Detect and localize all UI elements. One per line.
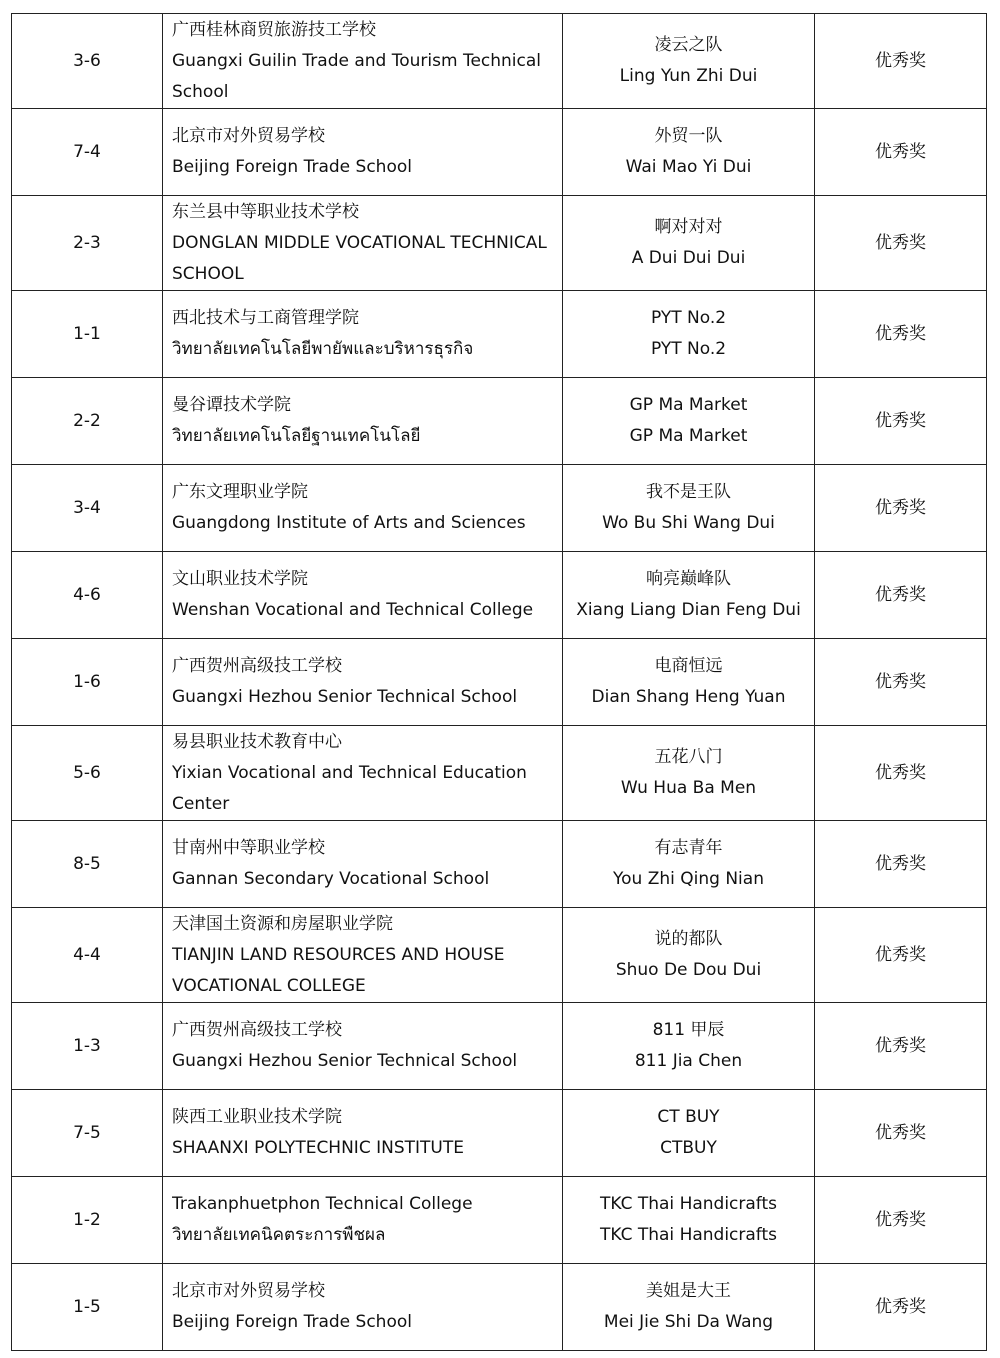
table-row (12, 465, 987, 552)
team-name-cn: 美姐是大王 (646, 1281, 731, 1301)
award-label: 优秀奖 (875, 1209, 926, 1230)
school-name-th: วิทยาลัยเทคโนโลยีพายัพและบริหารธุรกิจ (172, 339, 474, 359)
school-name-en: Yixian Vocational and Technical Education (172, 762, 527, 783)
table-row (12, 1090, 987, 1177)
team-cell (563, 291, 815, 378)
table-body (12, 14, 987, 1351)
award-cell (815, 1264, 987, 1351)
award-label: 优秀奖 (875, 671, 926, 692)
award-label: 优秀奖 (875, 410, 926, 431)
school-name-cn: 曼谷谭技术学院 (172, 395, 291, 415)
award-results-table (11, 13, 987, 1351)
team-cell (563, 14, 815, 109)
award-cell (815, 291, 987, 378)
team-number: 3-4 (73, 497, 101, 518)
team-name-cn: PYT No.2 (650, 308, 727, 328)
team-name-cn: TKC Thai Handicrafts (599, 1194, 778, 1214)
school-cell (163, 14, 563, 109)
team-name-en: A Dui Dui Dui (631, 248, 746, 268)
award-cell (815, 14, 987, 109)
team-name-en: TKC Thai Handicrafts (599, 1225, 778, 1245)
team-cell (563, 465, 815, 552)
team-number: 7-4 (73, 141, 101, 162)
school-cell (163, 291, 563, 378)
school-name-cn: 天津国土资源和房屋职业学院 (172, 913, 393, 934)
award-cell (815, 109, 987, 196)
school-name-en: Guangxi Hezhou Senior Technical School (172, 687, 518, 707)
team-name-cn: GP Ma Market (629, 395, 748, 415)
team-name-en: Ling Yun Zhi Dui (619, 66, 758, 86)
team-name-cn: 我不是王队 (646, 482, 731, 502)
school-name-en: DONGLAN MIDDLE VOCATIONAL TECHNICAL (172, 232, 547, 253)
team-number-cell (12, 378, 163, 465)
team-cell (563, 908, 815, 1003)
team-cell (563, 1264, 815, 1351)
award-cell (815, 1177, 987, 1264)
team-name-en: You Zhi Qing Nian (613, 869, 764, 889)
school-name-en: Beijing Foreign Trade School (172, 157, 412, 177)
team-number-cell (12, 1264, 163, 1351)
team-name-en: PYT No.2 (650, 339, 727, 359)
table-row (12, 1003, 987, 1090)
award-label: 优秀奖 (875, 1035, 926, 1056)
school-name-cn: 易县职业技术教育中心 (172, 731, 342, 752)
award-cell (815, 1090, 987, 1177)
school-name-cn: 甘南州中等职业学校 (172, 838, 325, 858)
school-cell (163, 196, 563, 291)
table-row (12, 639, 987, 726)
table-row (12, 291, 987, 378)
table-row (12, 109, 987, 196)
team-number: 4-6 (73, 584, 101, 605)
team-number-cell (12, 908, 163, 1003)
school-name-cn: 陕西工业职业技术学院 (172, 1107, 342, 1127)
school-name-cn: 文山职业技术学院 (172, 569, 308, 589)
team-number-cell (12, 821, 163, 908)
team-name-cn: 响亮巅峰队 (646, 569, 731, 589)
team-name-en: Shuo De Dou Dui (615, 960, 762, 980)
team-number-cell (12, 1177, 163, 1264)
school-name-en: Gannan Secondary Vocational School (172, 869, 490, 889)
team-cell (563, 639, 815, 726)
award-label: 优秀奖 (875, 944, 926, 965)
team-number: 2-3 (73, 232, 101, 253)
team-number-cell (12, 639, 163, 726)
school-name-cn: 广西贺州高级技工学校 (172, 656, 342, 676)
team-name-cn: 凌云之队 (654, 35, 723, 55)
school-name-cn: 广西贺州高级技工学校 (172, 1020, 342, 1040)
team-number-cell (12, 14, 163, 109)
team-name-cn: 811 甲辰 (652, 1020, 725, 1040)
award-cell (815, 726, 987, 821)
school-name-cn: 广西桂林商贸旅游技工学校 (172, 19, 376, 40)
team-number: 1-6 (73, 671, 101, 692)
school-name-cn: 东兰县中等职业技术学校 (172, 201, 359, 222)
team-name-en: Wo Bu Shi Wang Dui (602, 513, 775, 533)
team-cell (563, 552, 815, 639)
award-cell (815, 1003, 987, 1090)
team-number: 1-2 (73, 1209, 101, 1230)
team-number-cell (12, 552, 163, 639)
school-cell (163, 1090, 563, 1177)
school-cell (163, 552, 563, 639)
team-name-en: Dian Shang Heng Yuan (591, 687, 786, 707)
award-label: 优秀奖 (875, 1296, 926, 1317)
school-name-en: Guangdong Institute of Arts and Sciences (172, 513, 526, 533)
table-row (12, 1177, 987, 1264)
award-label: 优秀奖 (875, 1122, 926, 1143)
table-row (12, 196, 987, 291)
team-number: 1-3 (73, 1035, 101, 1056)
results-page (11, 13, 987, 1351)
table-row (12, 726, 987, 821)
team-number: 1-5 (73, 1296, 101, 1317)
award-cell (815, 465, 987, 552)
team-number-cell (12, 465, 163, 552)
team-name-en: GP Ma Market (629, 426, 748, 446)
team-cell (563, 196, 815, 291)
award-label: 优秀奖 (875, 232, 926, 253)
school-name-th: วิทยาลัยเทคนิคตระการพืชผล (172, 1225, 386, 1245)
team-number-cell (12, 109, 163, 196)
team-number-cell (12, 726, 163, 821)
school-name-en: SHAANXI POLYTECHNIC INSTITUTE (172, 1138, 464, 1158)
team-number-cell (12, 1003, 163, 1090)
team-name-cn: 啊对对对 (654, 217, 723, 237)
school-cell (163, 1177, 563, 1264)
team-cell (563, 1090, 815, 1177)
team-number: 4-4 (73, 944, 101, 965)
award-label: 优秀奖 (875, 141, 926, 162)
school-name-cn: 广东文理职业学院 (172, 482, 308, 502)
school-name-en: Guangxi Hezhou Senior Technical School (172, 1051, 518, 1071)
award-label: 优秀奖 (875, 323, 926, 344)
school-name-en: Center (172, 793, 230, 814)
team-number-cell (12, 1090, 163, 1177)
school-cell (163, 109, 563, 196)
school-name-cn: 北京市对外贸易学校 (172, 126, 325, 146)
team-cell (563, 109, 815, 196)
team-cell (563, 726, 815, 821)
school-name-en: VOCATIONAL COLLEGE (172, 975, 366, 996)
team-number: 3-6 (73, 50, 101, 71)
team-name-en: 811 Jia Chen (634, 1051, 743, 1071)
team-number: 1-1 (73, 323, 101, 344)
award-cell (815, 196, 987, 291)
school-cell (163, 378, 563, 465)
school-cell (163, 639, 563, 726)
team-number: 7-5 (73, 1122, 101, 1143)
school-name-en: SCHOOL (172, 263, 244, 284)
team-cell (563, 1177, 815, 1264)
award-label: 优秀奖 (875, 853, 926, 874)
table-row (12, 1264, 987, 1351)
team-name-cn: 有志青年 (654, 838, 723, 858)
school-name-en: Trakanphuetphon Technical College (172, 1194, 473, 1214)
team-cell (563, 378, 815, 465)
team-number-cell (12, 291, 163, 378)
award-label: 优秀奖 (875, 584, 926, 605)
team-name-cn: 电商恒远 (654, 656, 723, 676)
team-number: 5-6 (73, 762, 101, 783)
school-name-en: Beijing Foreign Trade School (172, 1312, 412, 1332)
school-name-th: วิทยาลัยเทคโนโลยีฐานเทคโนโลยี (172, 426, 421, 446)
team-name-cn: 五花八门 (654, 747, 723, 767)
school-name-en: Guangxi Guilin Trade and Tourism Technical (172, 50, 542, 71)
team-number: 8-5 (73, 853, 101, 874)
school-cell (163, 465, 563, 552)
school-cell (163, 821, 563, 908)
school-cell (163, 726, 563, 821)
table-row (12, 14, 987, 109)
award-cell (815, 908, 987, 1003)
award-cell (815, 378, 987, 465)
school-name-cn: 北京市对外贸易学校 (172, 1281, 325, 1301)
team-name-cn: 说的都队 (654, 929, 723, 949)
award-label: 优秀奖 (875, 50, 926, 71)
award-label: 优秀奖 (875, 762, 926, 783)
award-label: 优秀奖 (875, 497, 926, 518)
school-name-en: School (172, 81, 229, 102)
school-cell (163, 908, 563, 1003)
school-name-en: Wenshan Vocational and Technical College (172, 600, 534, 620)
table-row (12, 552, 987, 639)
team-cell (563, 821, 815, 908)
team-name-en: Mei Jie Shi Da Wang (603, 1312, 774, 1332)
table-row (12, 378, 987, 465)
team-name-en: Wu Hua Ba Men (620, 778, 757, 798)
school-cell (163, 1003, 563, 1090)
award-cell (815, 552, 987, 639)
school-name-en: TIANJIN LAND RESOURCES AND HOUSE (172, 944, 505, 965)
team-name-cn: CT BUY (657, 1107, 720, 1127)
award-cell (815, 821, 987, 908)
team-name-cn: 外贸一队 (654, 126, 723, 146)
team-number: 2-2 (73, 410, 101, 431)
school-cell (163, 1264, 563, 1351)
table-row (12, 821, 987, 908)
award-cell (815, 639, 987, 726)
school-name-cn: 西北技术与工商管理学院 (172, 308, 359, 328)
team-name-en: CTBUY (660, 1138, 717, 1158)
team-number-cell (12, 196, 163, 291)
team-name-en: Wai Mao Yi Dui (625, 157, 752, 177)
team-cell (563, 1003, 815, 1090)
team-name-en: Xiang Liang Dian Feng Dui (576, 600, 801, 620)
table-row (12, 908, 987, 1003)
